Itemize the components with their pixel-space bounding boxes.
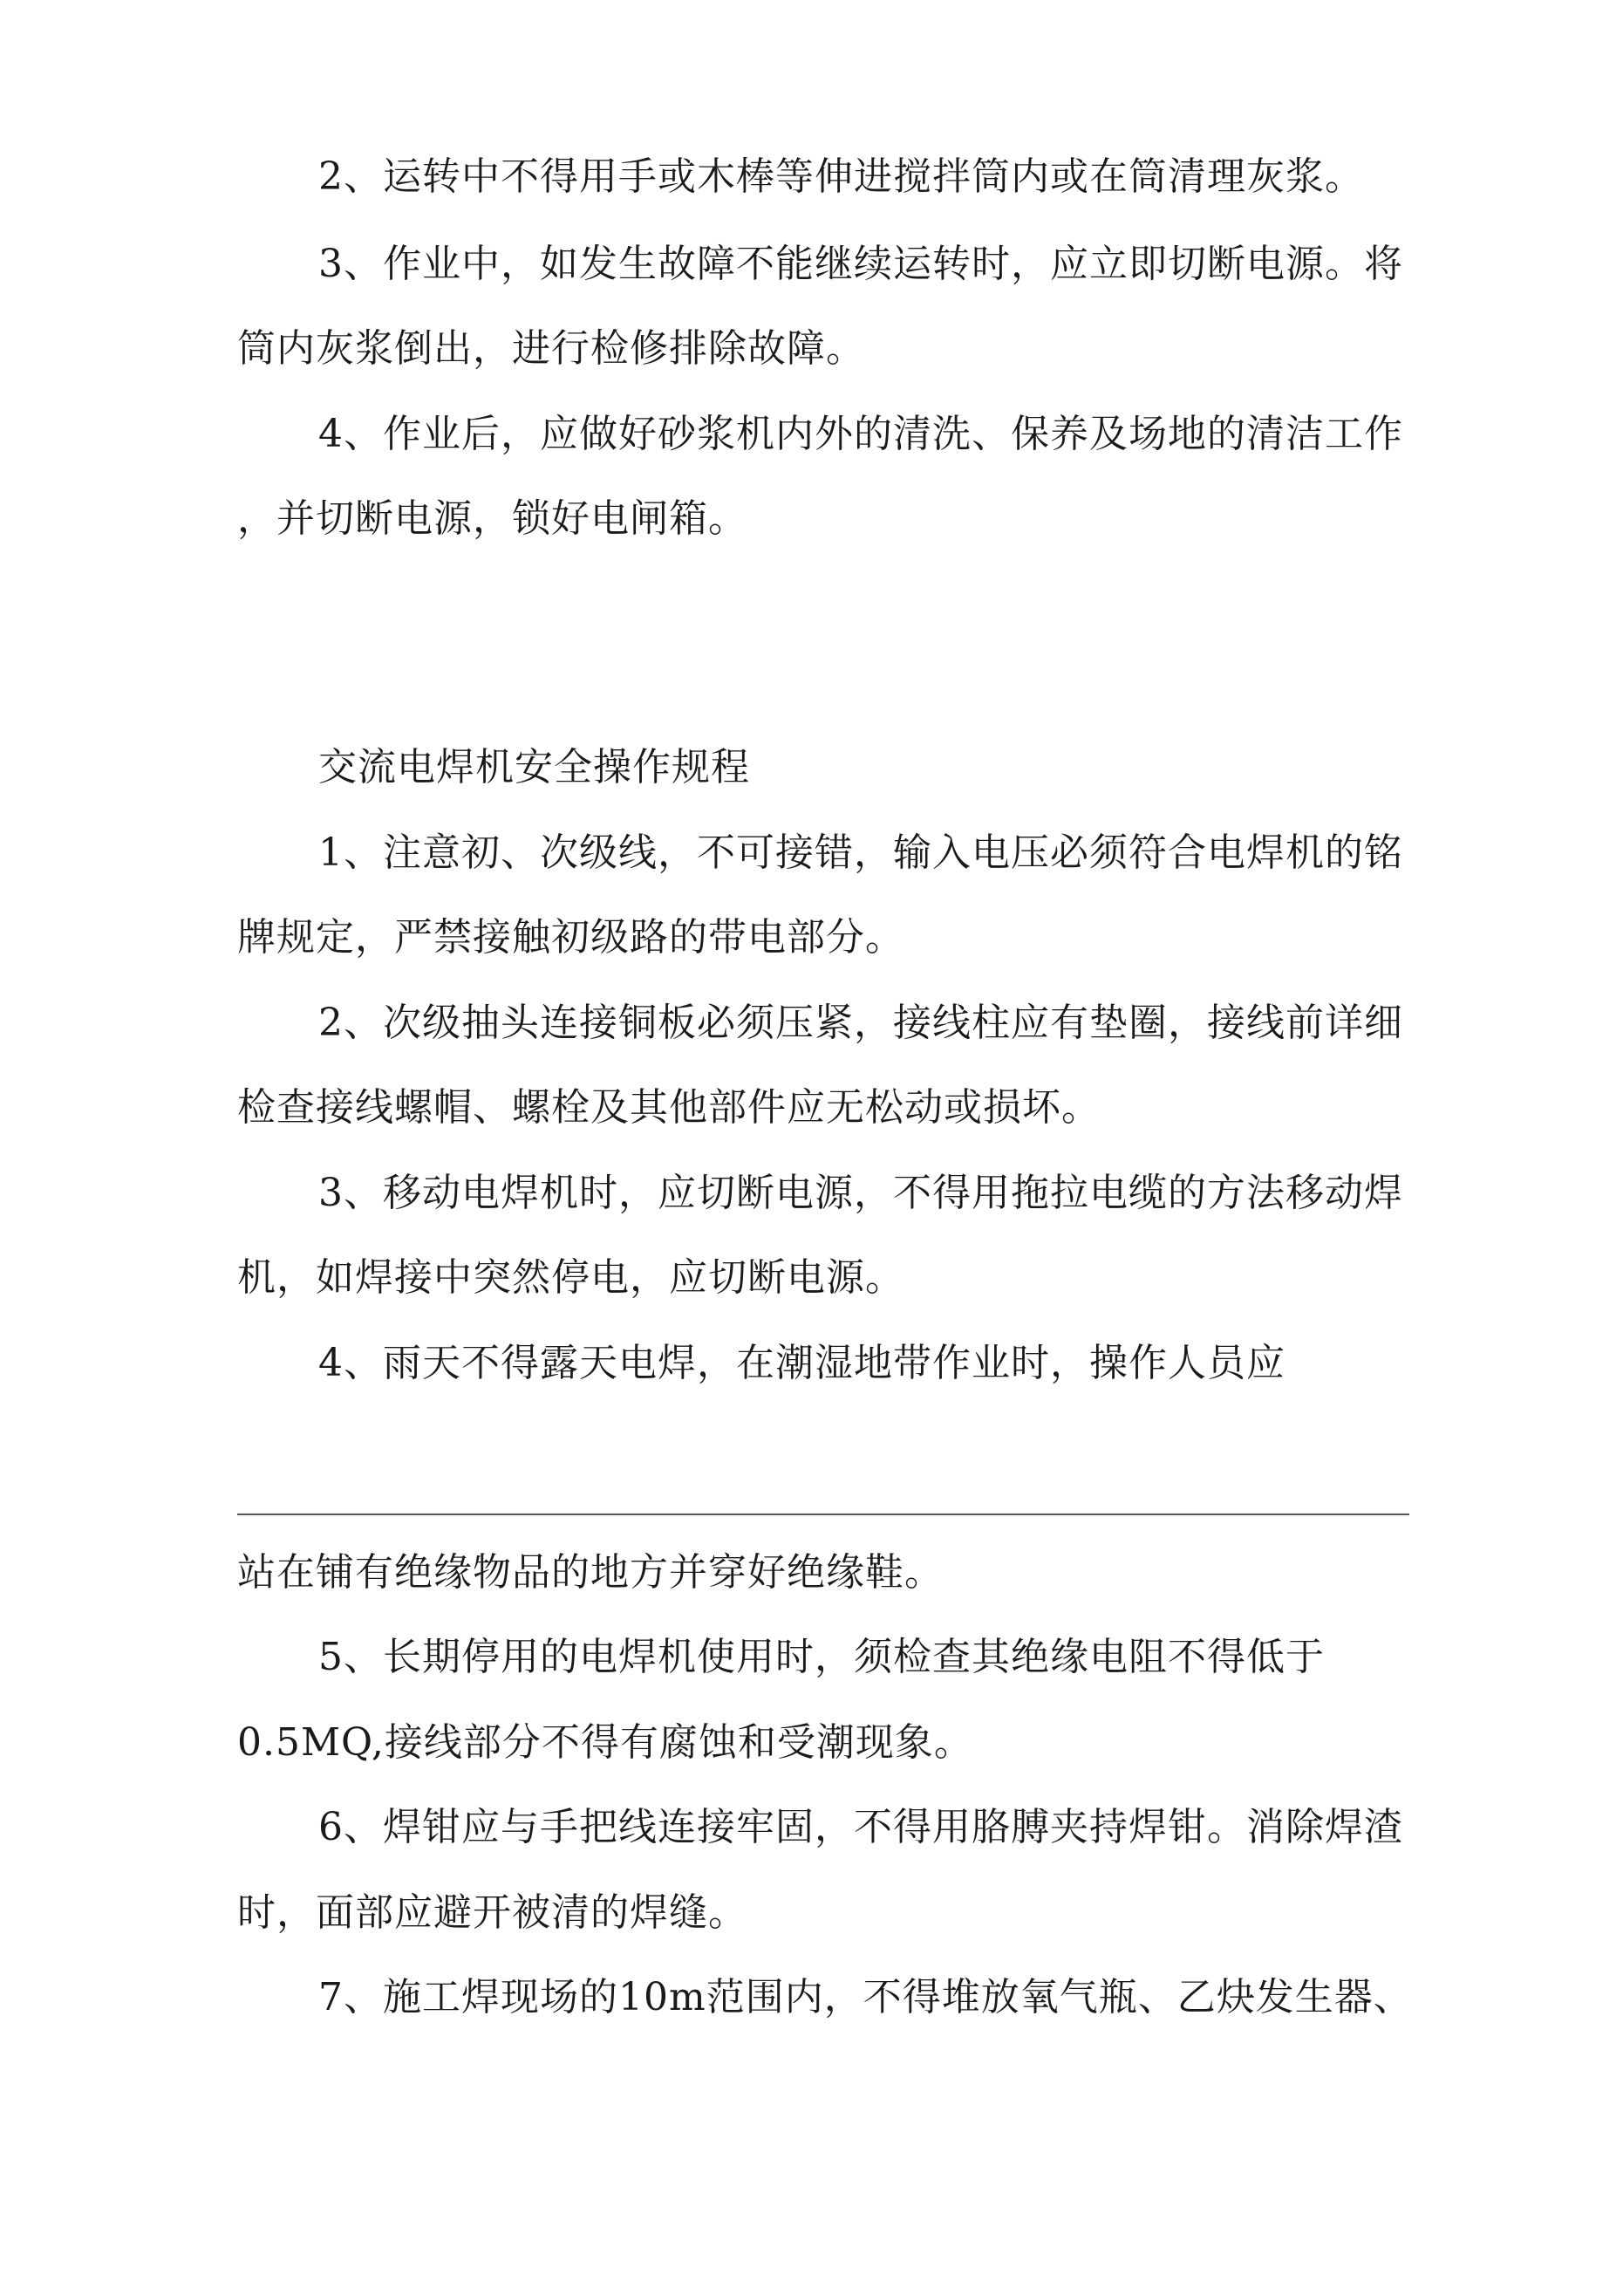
paragraph-3-line-1: 3、作业中，如发生故障不能继续运转时，应立即切断电源。将 bbox=[318, 242, 1403, 286]
section-paragraph-2-line-2: 检查接线螺帽、螺栓及其他部件应无松动或损坏。 bbox=[237, 1085, 1101, 1130]
section-paragraph-1-line-1: 1、注意初、次级线，不可接错，输入电压必须符合电焊机的铭 bbox=[318, 830, 1403, 875]
section-paragraph-3-line-1: 3、移动电焊机时，应切断电源，不得用拖拉电缆的方法移动焊 bbox=[318, 1171, 1403, 1215]
paragraph-5-line-2: 0.5MQ,接线部分不得有腐蚀和受潮现象。 bbox=[237, 1720, 973, 1765]
paragraph-6-line-2: 时，面部应避开被清的焊缝。 bbox=[237, 1890, 747, 1935]
section-title: 交流电焊机安全操作规程 bbox=[318, 745, 750, 789]
paragraph-6-line-1: 6、焊钳应与手把线连接牢固，不得用胳膊夹持焊钳。消除焊渣 bbox=[318, 1805, 1403, 1849]
paragraph-3-line-2: 筒内灰浆倒出，进行检修排除故障。 bbox=[237, 326, 865, 371]
section-paragraph-3-line-2: 机，如焊接中突然停电，应切断电源。 bbox=[237, 1255, 904, 1300]
paragraph-4-line-1: 4、作业后，应做好砂浆机内外的清洗、保养及场地的清洁工作 bbox=[318, 412, 1403, 456]
paragraph-7-line-1: 7、施工焊现场的10m范围内，不得堆放氧气瓶、乙炔发生器、 bbox=[318, 1975, 1413, 2019]
paragraph-4-line-2: ，并切断电源，锁好电闸箱。 bbox=[237, 496, 747, 541]
paragraph-4-continuation: 站在铺有绝缘物品的地方并穿好绝缘鞋。 bbox=[237, 1550, 944, 1595]
section-paragraph-2-line-1: 2、次级抽头连接铜板必须压紧，接线柱应有垫圈，接线前详细 bbox=[318, 1001, 1403, 1045]
paragraph-2-line-1: 2、运转中不得用手或木棒等伸进搅拌筒内或在筒清理灰浆。 bbox=[318, 154, 1364, 199]
paragraph-5-line-1: 5、长期停用的电焊机使用时，须检查其绝缘电阻不得低于 bbox=[318, 1635, 1325, 1679]
section-paragraph-1-line-2: 牌规定，严禁接触初级路的带电部分。 bbox=[237, 915, 904, 960]
section-paragraph-4-line-1: 4、雨天不得露天电焊，在潮湿地带作业时，操作人员应 bbox=[318, 1341, 1285, 1385]
page-break-divider bbox=[237, 1514, 1409, 1515]
